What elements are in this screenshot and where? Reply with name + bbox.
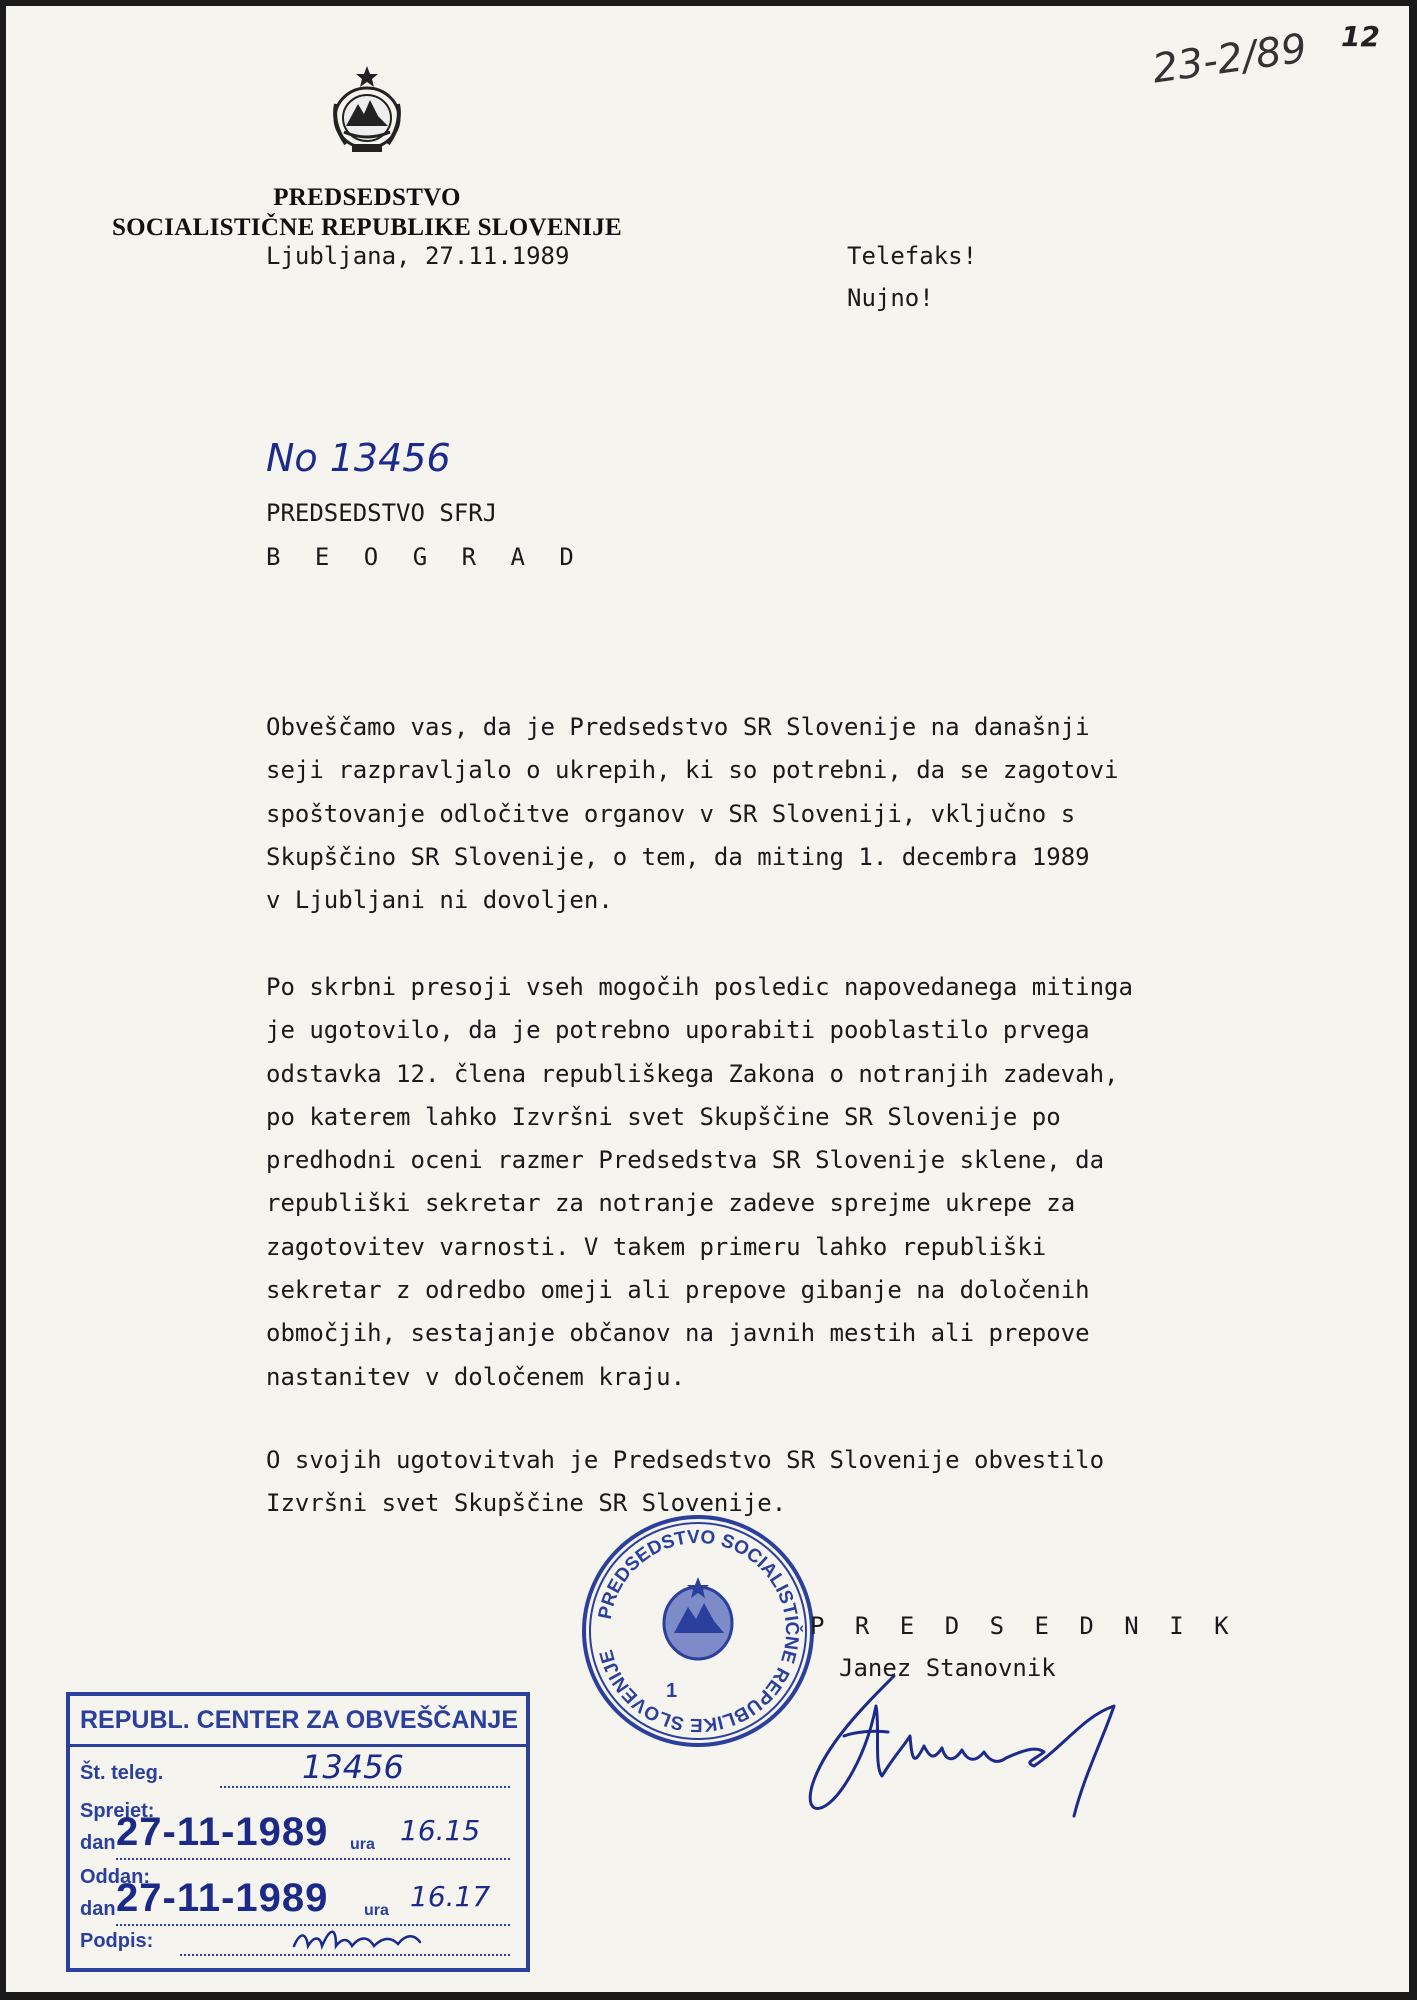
signature xyxy=(784,1666,1144,1836)
body-paragraph-1 xyxy=(266,706,1326,922)
received-date: 27-11-1989 xyxy=(116,1810,329,1854)
received-line xyxy=(116,1858,510,1860)
received-day-label: dan xyxy=(80,1832,116,1854)
handwritten-number: No 13456 xyxy=(266,436,451,480)
telegram-number-line xyxy=(220,1786,510,1788)
text-line: predhodni oceni razmer Predsedstva SR Slovenije sklene, da xyxy=(266,1146,1105,1175)
telefaks-mark: Telefaks! xyxy=(847,242,978,270)
recipient-line-1: PREDSEDSTVO SFRJ xyxy=(266,499,498,527)
received-label: Sprejet: xyxy=(80,1800,155,1822)
text-line: O svojih ugotovitvah je Predsedstvo SR Slovenije obvestilo xyxy=(266,1446,1105,1474)
text-line: zagotovitev varnosti. V takem primeru lahko republiški xyxy=(266,1232,1047,1261)
sent-date: 27-11-1989 xyxy=(116,1876,329,1920)
signature-label: Podpis: xyxy=(80,1930,154,1952)
text-line: Izvršni svet Skupščine SR Slovenije. xyxy=(266,1489,787,1518)
president-title: P R E D S E D N I K xyxy=(810,1612,1237,1640)
page-number: 12 xyxy=(1341,20,1380,53)
registry-stamp-title: REPUBL. CENTER ZA OBVEŠČANJE xyxy=(70,1696,526,1747)
text-line: spoštovanje odločitve organov v SR Sloveniji, vključno s xyxy=(266,799,1076,828)
received-time-label: ura xyxy=(350,1836,375,1853)
seal-text: PREDSEDSTVO SOCIALISTIČNE REPUBLIKE SLOVENIJE xyxy=(594,1526,803,1736)
text-line: v Ljubljani ni dovoljen. xyxy=(266,886,613,915)
telegram-number-value: 13456 xyxy=(302,1748,404,1786)
received-time: 16.15 xyxy=(400,1814,481,1847)
sent-time-label: ura xyxy=(364,1902,389,1919)
text-line: odstavka 12. člena republiškega Zakona o notranjih zadevah, xyxy=(266,1059,1119,1088)
sent-day-label: dan xyxy=(80,1898,116,1920)
clerk-signature xyxy=(290,1922,440,1958)
letterhead-line-2: SOCIALISTIČNE REPUBLIKE SLOVENIJE xyxy=(111,214,623,241)
president-name: Janez Stanovnik xyxy=(839,1654,1056,1682)
urgent-mark: Nujno! xyxy=(847,284,934,312)
text-line: po katerem lahko Izvršni svet Skupščine SR Slovenije po xyxy=(266,1102,1061,1131)
text-line: območjih, sestajanje občanov na javnih mestih ali prepove xyxy=(266,1319,1090,1348)
text-line: Po skrbni presoji vseh mogočih posledic napovedanega mitinga xyxy=(266,973,1133,1001)
signature-line xyxy=(180,1954,510,1956)
text-line: sekretar z odredbo omeji ali prepove gibanje na določenih xyxy=(266,1276,1090,1305)
sent-label: Oddan: xyxy=(80,1866,150,1888)
coat-of-arms-icon xyxy=(326,64,408,160)
text-line: nastanitev v določenem kraju. xyxy=(266,1362,686,1391)
text-line: seji razpravljalo o ukrepih, ki so potrebni, da se zagotovi xyxy=(266,756,1119,785)
telegram-number-label: Št. teleg. xyxy=(80,1762,164,1784)
handwritten-reference: 23-2/89 xyxy=(1149,25,1310,93)
letterhead-line-1: PREDSEDSTVO xyxy=(273,184,461,211)
seal-emblem-icon xyxy=(664,1577,732,1659)
registry-stamp xyxy=(66,1692,530,1972)
text-line: Obveščamo vas, da je Predsedstvo SR Slovenije na današnji xyxy=(266,713,1090,741)
body-paragraph-2 xyxy=(266,966,1326,1399)
sent-time: 16.17 xyxy=(410,1880,491,1913)
document-page xyxy=(6,6,1409,1992)
text-line: Skupščino SR Slovenije, o tem, da miting 1. decembra 1989 xyxy=(266,842,1090,871)
text-line: republiški sekretar za notranje zadeve sprejme ukrepe za xyxy=(266,1189,1076,1218)
official-seal xyxy=(578,1511,818,1751)
place-date: Ljubljana, 27.11.1989 xyxy=(266,242,570,270)
recipient-line-2: B E O G R A D xyxy=(266,543,584,571)
text-line: je ugotovilo, da je potrebno uporabiti pooblastilo prvega xyxy=(266,1016,1090,1045)
seal-number: 1 xyxy=(666,1680,678,1702)
